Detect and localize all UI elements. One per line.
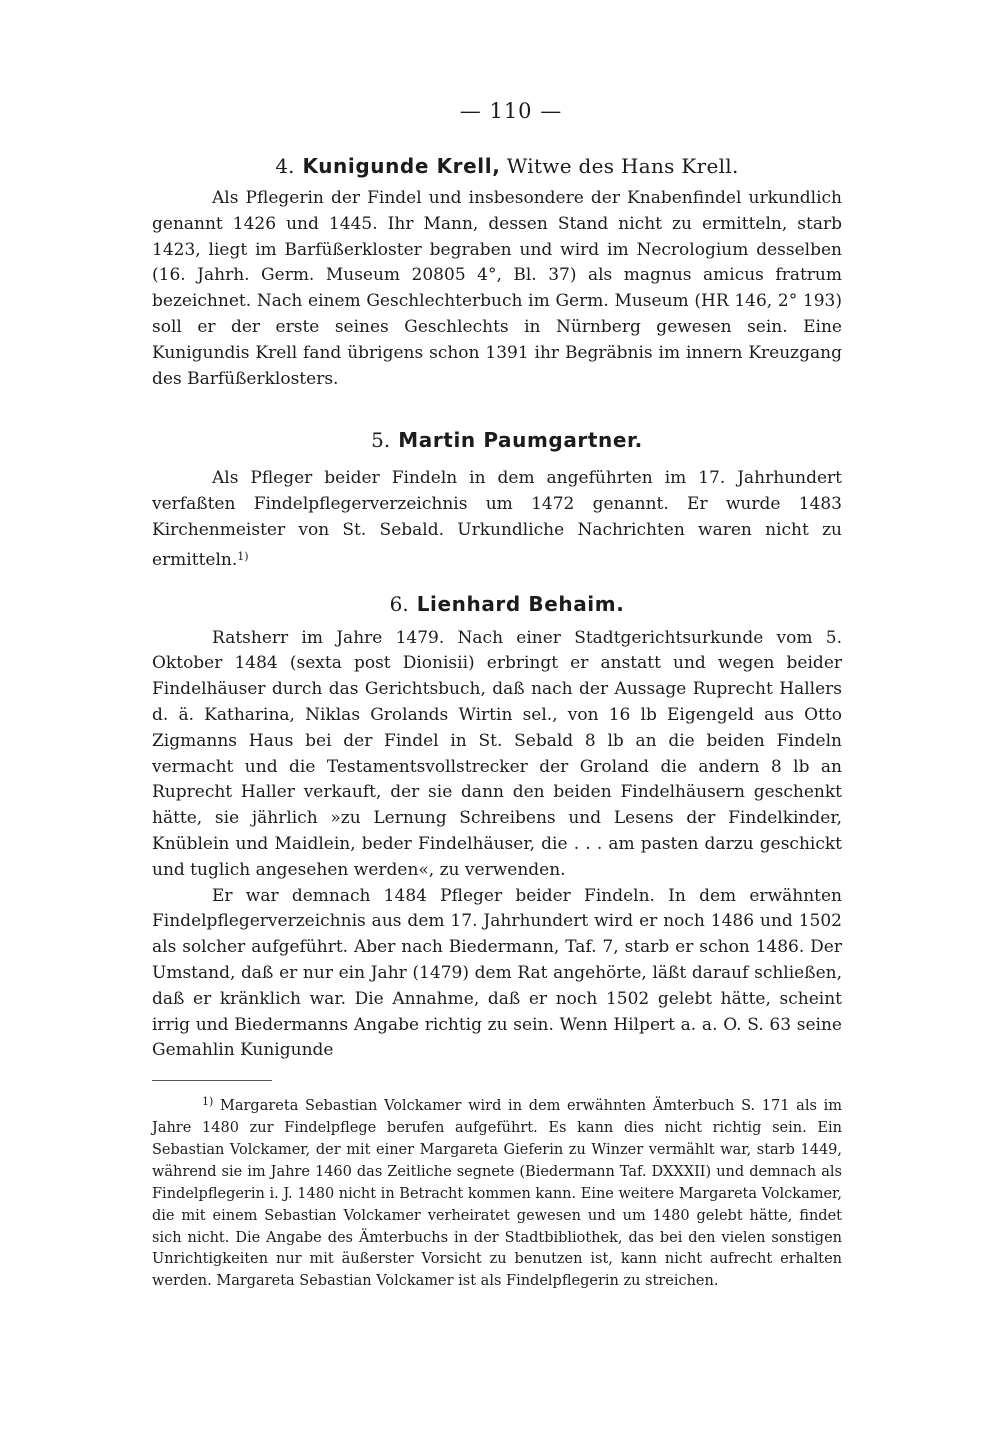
section-5-paragraph — [152, 466, 842, 573]
footnote-text: Margareta Sebastian Volckamer wird in dem erwähnten Ämterbuch S. 171 als im Jahre 1480 zur Findelpflege berufen aufgeführt. Es kann dies nicht richtig sein. Ein Sebastian Volckamer, der mit einer Margareta Gieferin zu Winzer vermählt war, starb 1449, während sie im Jahre 1460 das Zeitliche segnete (Biedermann Taf. DXXXII) und demnach als Findelpflegerin i. J. 1480 nicht in Betracht kommen kann. Eine weitere Margareta Volckamer, die mit einem Sebastian Volckamer verheiratet gewesen und um 1480 gelebt hätte, findet sich nicht. Die Angabe des Ämterbuchs in der Stadtbibliothek, das bei den vielen sonstigen Unrichtigkeiten nur mit äußerster Vorsicht zu benutzen ist, kann nicht aufrecht erhalten werden. Margareta Sebastian Volckamer ist als Findelpflegerin zu streichen. — [152, 1098, 842, 1290]
page-number: — 110 — — [459, 99, 563, 123]
section-epithet: Witwe des Hans Krell. — [506, 154, 739, 178]
section-5-text: Als Pfleger beider Findeln in dem angeführten im 17. Jahrhundert verfaßten Findelpflegerverzeichnis um 1472 genannt. Er wurde 1483 Kirchenmeister von St. Sebald. Urkundliche Nachrichten waren nicht zu ermitteln. — [152, 468, 842, 570]
section-number: 5. — [371, 428, 391, 453]
section-number: 4. — [275, 154, 295, 178]
section-6-paragraph-1: Ratsherr im Jahre 1479. Nach einer Stadtgerichtsurkunde vom 5. Oktober 1484 (sexta post Dionisii) erbringt er anstatt und wegen beider Findelhäuser durch das Gerichtsbuch, daß nach der Aussage Ruprecht Hallers d. ä. Katharina, Niklas Grolands Wirtin sel., von 16 lb Eigengeld aus Otto Zigmanns Haus bei der Findel in St. Sebald 8 lb an die beiden Findeln vermacht und die Testamentsvollstrecker der Groland die andern 8 lb an Ruprecht Haller verkauft, der sie dann den beiden Findelhäusern geschenkt hätte, sie jährlich »zu Lernung Schreibens und Lesens der Findelkinder, Knüblein und Maidlein, beder Findelhäuser, die . . . am pasten darzu geschickt und tuglich angesehen werden«, zu verwenden. — [152, 627, 842, 880]
section-name: Martin Paumgartner. — [398, 428, 643, 453]
footnote-reference[interactable]: 1) — [237, 549, 249, 563]
document-page — [152, 96, 842, 1293]
section-4-paragraph: Als Pflegerin der Findel und insbesondere der Knabenfindel urkundlich genannt 1426 und 1445. Ihr Mann, dessen Stand nicht zu ermitteln, starb 1423, liegt im Barfüßerkloster begraben und wird im Necrologium desselben (16. Jahrh. Germ. Museum 20805 4°, Bl. 37) als magnus amicus fratrum bezeichnet. Nach einem Geschlechterbuch im Germ. Museum (HR 146, 2° 193) soll er der erste seines Geschlechts in Nürnberg gewesen sein. Eine Kunigundis Krell fand übrigens schon 1391 ihr Begräbnis im innern Kreuzgang des Barfüßerklosters. — [152, 188, 842, 389]
footnote-divider — [152, 1080, 272, 1081]
footnote-marker: 1) — [202, 1095, 214, 1109]
footnote — [152, 1091, 842, 1293]
section-heading-6 — [172, 590, 842, 618]
section-heading-5 — [172, 426, 842, 454]
section-6-paragraph-2: Er war demnach 1484 Pfleger beider Findeln. In dem erwähnten Findelpflegerverzeichnis aus dem 17. Jahrhundert wird er noch 1486 und 1502 als solcher aufgeführt. Aber nach Biedermann, Taf. 7, starb er schon 1486. Der Umstand, daß er nur ein Jahr (1479) dem Rat angehörte, läßt darauf schließen, daß er kränklich war. Die Annahme, daß er noch 1502 gelebt hätte, scheint irrig und Biedermanns Angabe richtig zu sein. Wenn Hilpert a. a. O. S. 63 seine Gemahlin Kunigunde — [152, 885, 842, 1061]
section-number: 6. — [389, 591, 409, 616]
section-name: Lienhard Behaim. — [416, 591, 625, 616]
section-heading-4 — [172, 152, 842, 180]
section-name: Kunigunde Krell, — [302, 154, 501, 178]
